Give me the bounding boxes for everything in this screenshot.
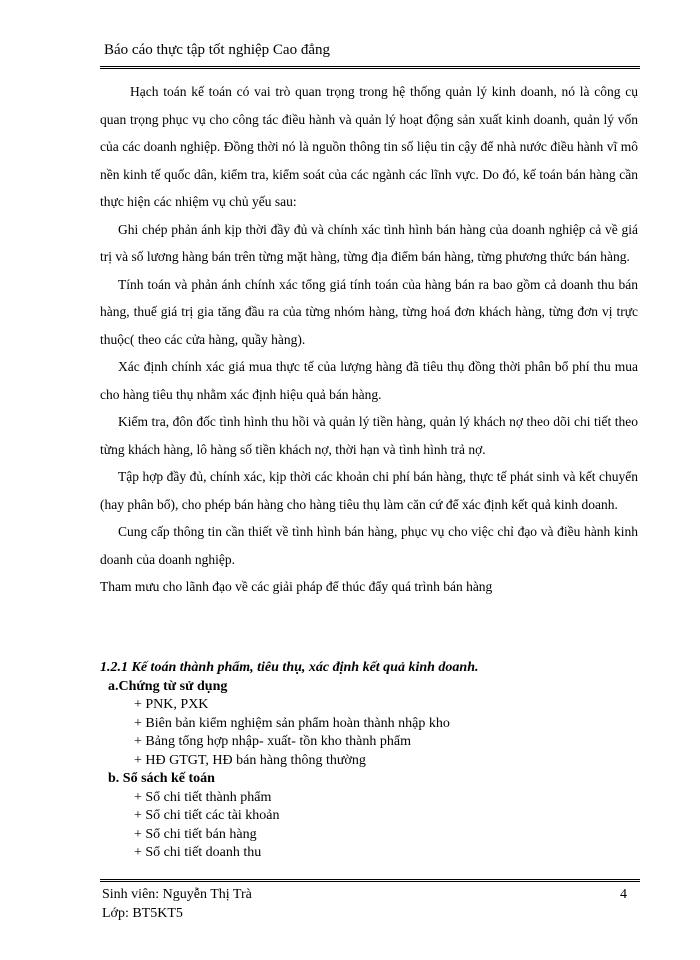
footer-class: Lớp: BT5KT5 [102,906,183,921]
list-item: + HĐ GTGT, HĐ bán hàng thông thường [134,752,366,768]
task-paragraph: Tính toán và phản ánh chính xác tổng giá tính toán của hàng bán ra bao gồm cả doanh thu bán hàng, thuế giá trị gia tăng đầu ra của từng nhóm hàng, từng hoá đơn khách hàng, từng đơn vị trực thuộc( theo các cửa hàng, quầy hàng). [100,276,638,347]
intro-paragraph: Hạch toán kế toán có vai trò quan trọng trong hệ thống quản lý kinh doanh, nó là công cụ quan trọng phục vụ cho công tác điều hành và quản lý hoạt động sản xuất kinh doanh, quản lý vốn của các doanh nghiệp. Đồng thời nó là nguồn thông tin số liệu tin cậy để nhà nước điều hành vĩ mô nền kinh tế quốc dân, kiểm tra, kiểm soát của các ngành các lĩnh vực. Do đó, kế toán bán hàng cần thực hiện các nhiệm vụ chủ yếu sau: [100,84,638,209]
task-paragraph: Xác định chính xác giá mua thực tế của lượng hàng đã tiêu thụ đồng thời phân bổ phí thu mua cho hàng tiêu thụ nhằm xác định hiệu quả bán hàng. [100,359,638,402]
section-title: 1.2.1 Kế toán thành phẩm, tiêu thụ, xác định kết quả kinh doanh. [100,660,479,675]
page-number: 4 [620,887,627,902]
subsection-heading-b: b. Sổ sách kế toán [108,771,215,786]
list-item: + PNK, PXK [134,697,209,712]
body-text [100,78,638,601]
subsection-heading-a: a.Chứng từ sử dụng [108,678,228,694]
task-paragraph: Tham mưu cho lãnh đạo về các giải pháp để thúc đẩy quá trình bán hàng [100,579,493,594]
task-paragraph: Kiểm tra, đôn đốc tình hình thu hồi và quản lý tiền hàng, quản lý khách nợ theo dõi chi tiết theo từng khách hàng, lô hàng số tiền khách nợ, thời hạn và tình hình trả nợ. [100,414,638,457]
task-paragraph: Cung cấp thông tin cần thiết về tình hình bán hàng, phục vụ cho việc chỉ đạo và điều hành kinh doanh của doanh nghiệp. [100,524,638,567]
header-divider [100,66,640,69]
task-paragraph: Ghi chép phản ánh kịp thời đầy đủ và chính xác tình hình bán hàng của doanh nghiệp cả về giá trị và số lương hàng bán trên từng mặt hàng, từng địa điểm bán hàng, từng phương thức bán hàng. [100,221,638,264]
list-item: + Sổ chi tiết thành phẩm [134,789,272,805]
list-item: + Sổ chi tiết doanh thu [134,845,262,860]
footer-divider [100,879,640,882]
list-item: + Bảng tổng hợp nhập- xuất- tồn kho thành phẩm [134,734,411,749]
list-item: + Sổ chi tiết các tài khoản [134,808,280,823]
task-paragraph: Tập hợp đầy đủ, chính xác, kịp thời các khoản chi phí bán hàng, thực tế phát sinh và kết chuyển (hay phân bổ), cho phép bán hàng cho hàng tiêu thụ làm căn cứ để xác định kết quả kinh doanh. [100,469,638,512]
list-item: + Biên bản kiểm nghiệm sản phẩm hoàn thành nhập kho [134,715,450,731]
list-item: + Sổ chi tiết bán hàng [134,826,257,842]
section-1-2-1 [100,659,640,863]
page-header-title: Báo cáo thực tập tốt nghiệp Cao đẳng [104,42,330,58]
footer-student: Sinh viên: Nguyễn Thị Trà [102,887,252,902]
